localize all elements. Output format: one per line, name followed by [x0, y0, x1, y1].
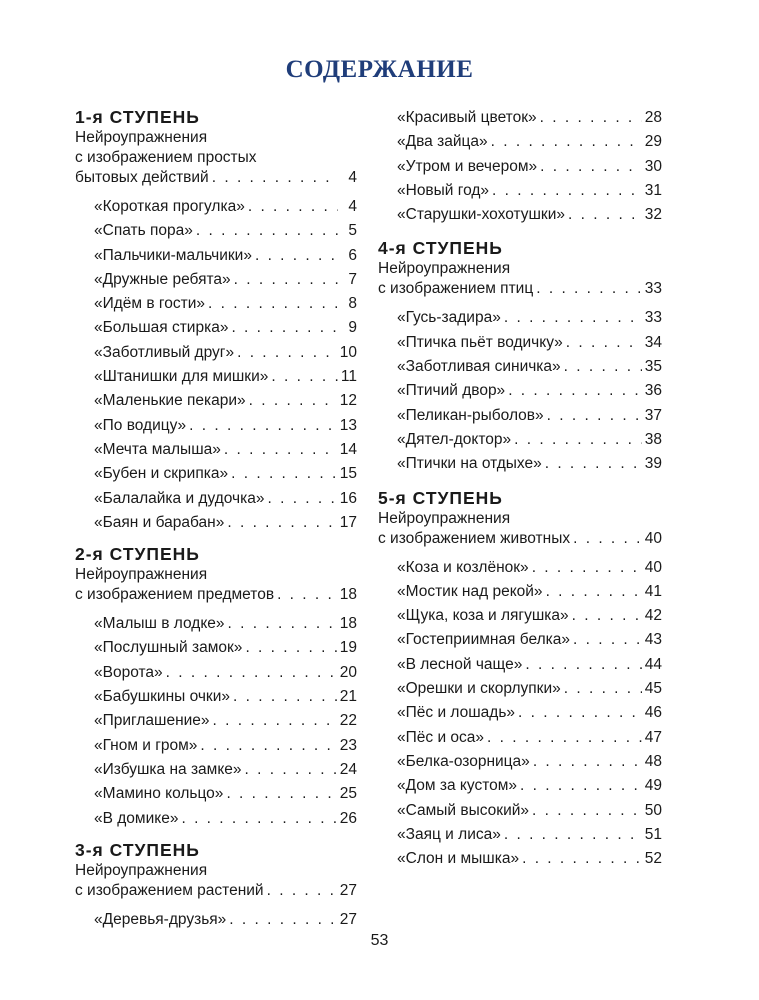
dot-leader — [249, 389, 337, 413]
toc-entry-title: «Дом за кустом» — [397, 777, 518, 795]
dot-leader — [208, 292, 338, 316]
toc-entry-title: «Малыш в лодке» — [94, 615, 225, 633]
toc-entry-page: 52 — [644, 850, 662, 868]
dot-leader — [248, 195, 338, 219]
toc-entry-title: «Мечта малыша» — [94, 440, 221, 458]
toc-entry-title: «Большая стирка» — [94, 319, 229, 337]
toc-entry-page: 29 — [644, 133, 662, 151]
step-description-line-title: бытовых действий — [75, 169, 209, 186]
toc-entry-page: 12 — [339, 392, 357, 410]
toc-entry-page: 30 — [644, 157, 662, 175]
step-description-line — [75, 881, 357, 901]
dot-leader — [504, 306, 642, 330]
dot-leader — [212, 168, 338, 188]
dot-leader — [532, 799, 642, 823]
toc-entry-title: «Бабушкины очки» — [94, 688, 230, 706]
toc-entry-title: «Слон и мышка» — [397, 850, 520, 868]
toc-entry-title: «Мостик над рекой» — [397, 582, 543, 600]
dot-leader — [566, 331, 642, 355]
toc-column-right — [378, 106, 662, 871]
step-description-line-page: 33 — [644, 280, 662, 298]
toc-entry — [75, 292, 357, 316]
page-title: СОДЕРЖАНИЕ — [285, 56, 474, 83]
toc-entry-title: «Птичий двор» — [397, 382, 506, 400]
toc-entry — [378, 452, 662, 476]
toc-entry — [75, 219, 357, 243]
toc-entry-page: 40 — [644, 558, 662, 576]
toc-entry-title: «Баян и барабан» — [94, 513, 225, 531]
toc-entry-page: 47 — [644, 728, 662, 746]
toc-entry — [378, 628, 662, 652]
toc-entry-page: 16 — [339, 489, 357, 507]
toc-entry-page: 33 — [644, 309, 662, 327]
dot-leader — [508, 379, 642, 403]
step-description: Нейроупражнения — [378, 260, 511, 278]
toc-entry — [378, 179, 662, 203]
toc-column-left — [75, 106, 357, 932]
step-description: Нейроупражнения — [75, 129, 208, 146]
toc-entry-title: «Штанишки для мишки» — [94, 368, 269, 386]
toc-entry-title: «Заботливый друг» — [94, 343, 235, 361]
dot-leader — [545, 452, 642, 476]
toc-entry-title: «Гном и гром» — [94, 736, 198, 754]
toc-entry-page: 50 — [644, 801, 662, 819]
dot-leader — [181, 807, 336, 831]
toc-entry-page: 13 — [339, 416, 357, 434]
toc-entry-page: 5 — [348, 222, 357, 240]
toc-entry-page: 15 — [339, 465, 357, 483]
toc-entry-page: 39 — [644, 455, 662, 473]
toc-entry-title: «В лесной чаще» — [397, 655, 523, 673]
toc-entry-page: 36 — [644, 382, 662, 400]
toc-entry — [75, 487, 357, 511]
dot-leader — [237, 341, 337, 365]
dot-leader — [245, 758, 337, 782]
toc-entry-title: «Щука, коза и лягушка» — [397, 607, 569, 625]
toc-entry-page: 6 — [348, 246, 357, 264]
toc-entry — [75, 685, 357, 709]
dot-leader — [518, 701, 642, 725]
toc-entry-title: «Деревья-друзья» — [94, 910, 227, 928]
toc-entry — [75, 244, 357, 268]
toc-entry-page: 24 — [339, 760, 357, 778]
step-description-line-page: 4 — [348, 169, 357, 186]
step-heading: 5-я СТУПЕНЬ — [378, 487, 503, 508]
dot-leader — [547, 404, 642, 428]
dot-leader — [540, 155, 642, 179]
step-description-line — [75, 585, 357, 605]
dot-leader — [573, 628, 642, 652]
toc-entry — [378, 653, 662, 677]
step-description-line-title: с изображением растений — [75, 881, 264, 899]
toc-entry-title: «Ворота» — [94, 663, 163, 681]
toc-entry-title: «Утром и вечером» — [397, 157, 538, 175]
toc-entry-title: «По водицу» — [94, 416, 187, 434]
toc-entry — [378, 726, 662, 750]
dot-leader — [267, 487, 336, 511]
toc-entry-page: 18 — [339, 615, 357, 633]
dot-leader — [234, 268, 338, 292]
toc-entry-page: 25 — [339, 785, 357, 803]
step-description-line-page: 27 — [339, 881, 357, 899]
dot-leader — [540, 106, 642, 130]
toc-entry-title: «Новый год» — [397, 181, 490, 199]
dot-leader — [196, 219, 338, 243]
toc-entry-title: «Гостеприимная белка» — [397, 631, 570, 649]
toc-entry — [378, 604, 662, 628]
toc-entry-title: «Дятел-доктор» — [397, 430, 512, 448]
toc-entry-page: 19 — [339, 639, 357, 657]
dot-leader — [227, 511, 336, 535]
dot-leader — [564, 355, 642, 379]
step-description-line — [378, 279, 662, 299]
toc-entry-title: «Белка-озорница» — [397, 752, 530, 770]
toc-entry-page: 10 — [339, 343, 357, 361]
toc-entry — [378, 774, 662, 798]
dot-leader — [255, 244, 338, 268]
toc-entry — [378, 580, 662, 604]
dot-leader — [520, 774, 642, 798]
toc-entry-title: «Птички на отдыхе» — [397, 455, 542, 473]
toc-entry-title: «Идём в гости» — [94, 295, 205, 313]
dot-leader — [487, 726, 642, 750]
step-heading: 1-я СТУПЕНЬ — [75, 107, 200, 127]
toc-entry — [75, 908, 357, 932]
toc-entry — [75, 782, 357, 806]
toc-entry-title: «Пёс и лошадь» — [397, 704, 516, 722]
dot-leader — [514, 428, 642, 452]
toc-entry — [75, 758, 357, 782]
dot-leader — [491, 130, 642, 154]
toc-entry-page: 48 — [644, 752, 662, 770]
dot-leader — [166, 661, 337, 685]
toc-entry-page: 28 — [644, 109, 662, 126]
toc-entry — [378, 155, 662, 179]
toc-entry-title: «Спать пора» — [94, 222, 193, 240]
step-description-line-title: с изображением птиц — [378, 280, 534, 298]
toc-entry — [378, 799, 662, 823]
toc-entry — [75, 734, 357, 758]
step-description: Нейроупражнения — [75, 861, 208, 879]
dot-leader — [228, 612, 337, 636]
toc-entry — [378, 701, 662, 725]
toc-entry-page: 42 — [644, 607, 662, 625]
toc-entry-page: 20 — [339, 663, 357, 681]
toc-entry — [378, 355, 662, 379]
toc-entry-page: 26 — [339, 809, 357, 827]
toc-entry — [75, 268, 357, 292]
toc-entry — [378, 556, 662, 580]
toc-entry — [75, 462, 357, 486]
toc-entry — [378, 379, 662, 403]
toc-entry-title: «Гусь-задира» — [397, 309, 501, 327]
toc-entry-page: 37 — [644, 406, 662, 424]
toc-entry-title: «Пеликан-рыболов» — [397, 406, 544, 424]
toc-entry — [378, 750, 662, 774]
toc-entry-title: «Два зайца» — [397, 133, 488, 151]
step-description: Нейроупражнения — [378, 509, 511, 527]
toc-entry — [75, 636, 357, 660]
toc-entry — [378, 106, 662, 130]
toc-entry-title: «Самый высокий» — [397, 801, 530, 819]
toc-entry-title: «Балалайка и дудочка» — [94, 489, 265, 507]
toc-entry-title: «Бубен и скрипка» — [94, 465, 229, 483]
dot-leader — [245, 636, 336, 660]
toc-entry — [75, 661, 357, 685]
toc-entry-page: 35 — [644, 358, 662, 376]
toc-entry-title: «Пёс и оса» — [397, 728, 485, 746]
toc-section — [378, 487, 662, 872]
toc-section — [75, 106, 357, 535]
dot-leader — [532, 556, 642, 580]
toc-entry-page: 21 — [339, 688, 357, 706]
toc-entry-title: «В домике» — [94, 809, 179, 827]
toc-entry-page: 46 — [644, 704, 662, 722]
toc-entry-title: «Старушки-хохотушки» — [397, 206, 565, 224]
toc-entry-page: 49 — [644, 777, 662, 795]
dot-leader — [572, 604, 642, 628]
dot-leader — [189, 414, 337, 438]
toc-entry-page: 9 — [348, 319, 357, 337]
toc-entry — [378, 428, 662, 452]
toc-entry-page: 34 — [644, 333, 662, 351]
dot-leader — [564, 677, 642, 701]
dot-leader — [536, 279, 642, 299]
step-description: с изображением простых — [75, 149, 257, 166]
dot-leader — [504, 823, 642, 847]
toc-entry-page: 7 — [348, 270, 357, 288]
dot-leader — [200, 734, 336, 758]
toc-section — [75, 543, 357, 831]
dot-leader — [492, 179, 642, 203]
toc-entry-page: 32 — [644, 206, 662, 224]
toc-entry — [75, 316, 357, 340]
step-description-line-title: с изображением предметов — [75, 586, 275, 604]
toc-entry-title: «Коза и козлёнок» — [397, 558, 529, 576]
page-number: 53 — [370, 932, 389, 949]
dot-leader — [233, 685, 337, 709]
step-heading: 3-я СТУПЕНЬ — [75, 839, 200, 860]
toc-entry-title: «Маленькие пекари» — [94, 392, 246, 410]
dot-leader — [267, 881, 337, 901]
toc-entry — [378, 130, 662, 154]
step-description-line — [378, 529, 662, 549]
toc-entry-title: «Мамино кольцо» — [94, 785, 224, 803]
toc-entry-page: 45 — [644, 680, 662, 698]
dot-leader — [522, 847, 642, 871]
toc-entry — [378, 306, 662, 330]
toc-entry-title: «Заботливая синичка» — [397, 358, 561, 376]
toc-entry — [378, 847, 662, 871]
toc-entry — [75, 612, 357, 636]
toc-entry-page: 31 — [644, 181, 662, 199]
toc-entry — [75, 365, 357, 389]
toc-entry-title: «Заяц и лиса» — [397, 825, 501, 843]
dot-leader — [231, 462, 337, 486]
dot-leader — [271, 365, 338, 389]
toc-section — [75, 839, 357, 932]
toc-entry — [378, 677, 662, 701]
step-description-line-page: 18 — [339, 586, 357, 604]
toc-entry-title: «Птичка пьёт водичку» — [397, 333, 563, 351]
step-description-line — [75, 168, 357, 188]
toc-entry-page: 51 — [644, 825, 662, 843]
toc-entry-page: 17 — [339, 513, 357, 531]
toc-entry — [75, 414, 357, 438]
step-description: Нейроупражнения — [75, 566, 208, 584]
toc-entry — [75, 438, 357, 462]
toc-section — [378, 106, 662, 227]
dot-leader — [525, 653, 641, 677]
dot-leader — [573, 529, 642, 549]
step-description-line-page: 40 — [644, 529, 662, 547]
toc-entry-page: 23 — [339, 736, 357, 754]
toc-entry-title: «Дружные ребята» — [94, 270, 231, 288]
toc-entry-title: «Послушный замок» — [94, 639, 243, 657]
dot-leader — [229, 908, 336, 932]
toc-entry — [75, 709, 357, 733]
toc-entry — [75, 341, 357, 365]
dot-leader — [226, 782, 336, 806]
step-description-line-title: с изображением животных — [378, 529, 571, 547]
toc-entry-page: 44 — [644, 655, 662, 673]
dot-leader — [568, 203, 642, 227]
toc-entry — [75, 511, 357, 535]
toc-entry — [378, 404, 662, 428]
step-heading: 2-я СТУПЕНЬ — [75, 544, 200, 565]
toc-entry — [75, 389, 357, 413]
toc-entry-title: «Приглашение» — [94, 712, 210, 730]
dot-leader — [277, 585, 337, 605]
toc-entry — [378, 331, 662, 355]
toc-entry-page: 8 — [348, 295, 357, 313]
dot-leader — [546, 580, 642, 604]
toc-entry-page: 14 — [339, 440, 357, 458]
toc-section — [378, 237, 662, 476]
toc-entry-title: «Пальчики-мальчики» — [94, 246, 252, 264]
toc-entry-page: 41 — [644, 582, 662, 600]
toc-entry-page: 38 — [644, 430, 662, 448]
toc-entry — [75, 195, 357, 219]
toc-entry-page: 22 — [339, 712, 357, 730]
dot-leader — [224, 438, 337, 462]
toc-entry-page: 4 — [348, 198, 357, 215]
toc-entry — [378, 203, 662, 227]
toc-entry — [75, 807, 357, 831]
dot-leader — [213, 709, 337, 733]
toc-entry-title: «Избушка на замке» — [94, 760, 242, 778]
toc-entry-page: 27 — [339, 910, 357, 928]
dot-leader — [533, 750, 642, 774]
step-heading: 4-я СТУПЕНЬ — [378, 238, 503, 259]
dot-leader — [231, 316, 338, 340]
toc-entry-page: 43 — [644, 631, 662, 649]
toc-entry — [378, 823, 662, 847]
toc-entry-page: 11 — [340, 368, 357, 386]
toc-entry-title: «Красивый цветок» — [397, 109, 537, 126]
toc-entry-title: «Короткая прогулка» — [94, 198, 245, 215]
toc-entry-title: «Орешки и скорлупки» — [397, 680, 561, 698]
